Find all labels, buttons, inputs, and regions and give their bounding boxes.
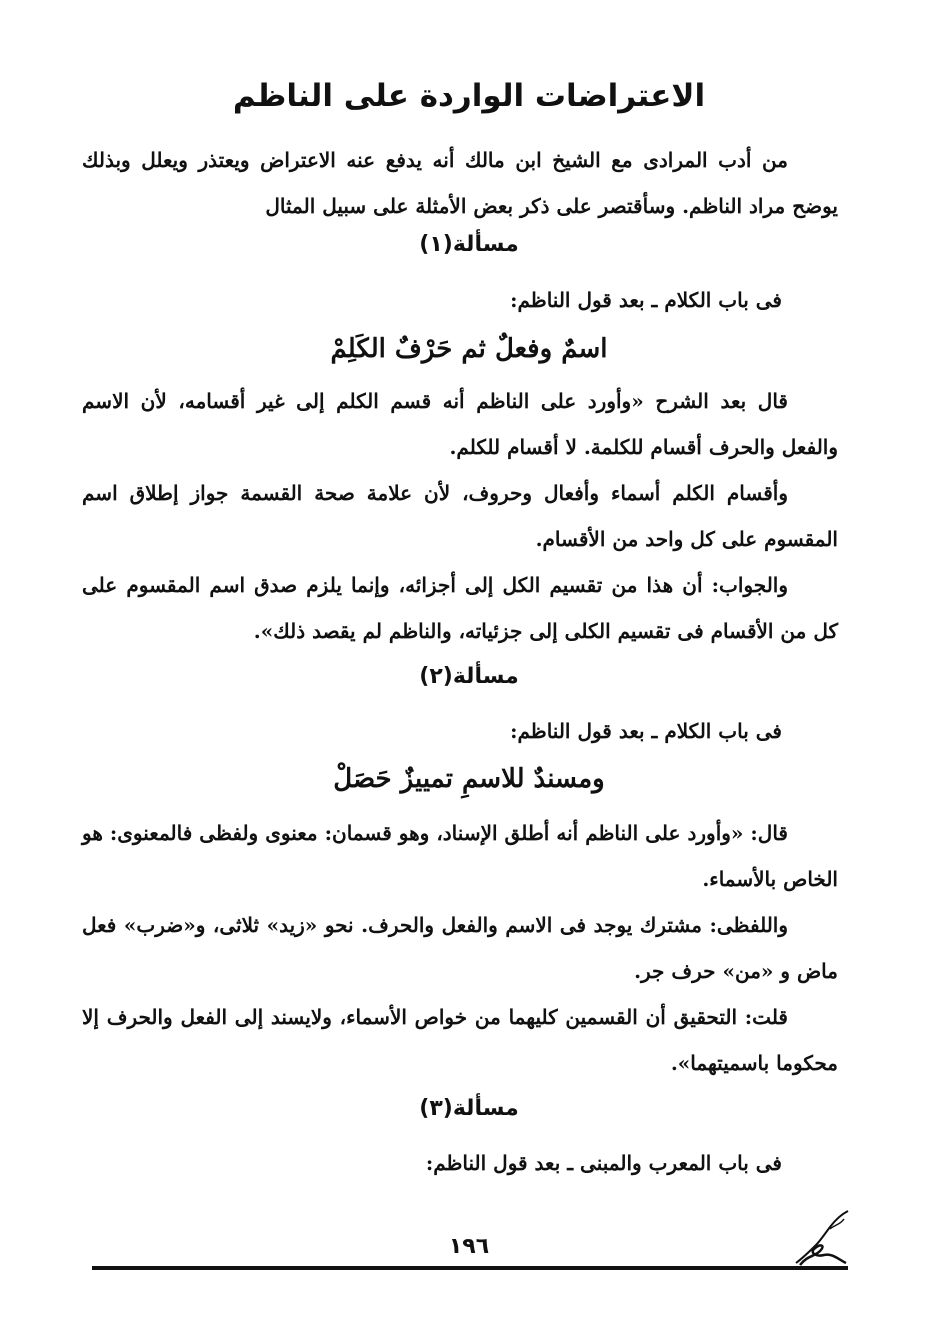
masala-2-paragraph-2: واللفظى: مشترك يوجد فى الاسم والفعل والحرف. نحو «زيد» ثلاثى، و«ضرب» فعل ماض و «من» حرف جر. bbox=[82, 913, 838, 983]
footer-rule bbox=[92, 1266, 848, 1270]
masala-3-heading: مسألة(٣) bbox=[419, 1096, 519, 1121]
masala-1-paragraph-3: والجواب: أن هذا من تقسيم الكل إلى أجزائه، وإنما يلزم صدق اسم المقسوم على كل من الأقسام فى تقسيم الكلى إلى جزئياته، والناظم لم يقصد ذلك». bbox=[82, 573, 838, 643]
page-title: الاعتراضات الواردة على الناظم bbox=[232, 78, 706, 114]
pen-flourish-icon bbox=[790, 1205, 854, 1269]
masala-1-verse: اسمٌ وفعلٌ ثم حَرْفٌ الكَلِمْ bbox=[330, 334, 608, 364]
page-number: ١٩٦ bbox=[448, 1234, 490, 1259]
masala-1-paragraph-2: وأقسام الكلم أسماء وأفعال وحروف، لأن علامة صحة القسمة جواز إطلاق اسم المقسوم على كل واحد من الأقسام. bbox=[82, 481, 838, 551]
masala-2-paragraph-1: قال: «وأورد على الناظم أنه أطلق الإسناد، وهو قسمان: معنوى ولفظى فالمعنوى: هو الخاص بالأسماء. bbox=[82, 821, 838, 891]
masala-2-heading: مسألة(٢) bbox=[419, 664, 519, 689]
masala-1-paragraph-1: قال بعد الشرح «وأورد على الناظم أنه قسم الكلم إلى غير أقسامه، لأن الاسم والفعل والحرف أقسام للكلمة. لا أقسام للكلم. bbox=[82, 389, 838, 459]
masala-2-intro: فى باب الكلام ـ بعد قول الناظم: bbox=[510, 719, 782, 743]
masala-2-verse: ومسندٌ للاسمِ تمييزٌ حَصَلْ bbox=[333, 764, 605, 794]
masala-1-heading: مسألة(١) bbox=[419, 232, 519, 257]
intro-paragraph: من أدب المرادى مع الشيخ ابن مالك أنه يدفع عنه الاعتراض ويعتذر ويعلل وبذلك يوضح مراد الناظم. وسأقتصر على ذكر بعض الأمثلة على سبيل المثال bbox=[82, 148, 838, 218]
masala-2-paragraph-3: قلت: التحقيق أن القسمين كليهما من خواص الأسماء، ولايسند إلى الفعل والحرف إلا محكوما باسميتهما». bbox=[82, 1005, 838, 1075]
masala-1-intro: فى باب الكلام ـ بعد قول الناظم: bbox=[510, 288, 782, 312]
masala-3-intro: فى باب المعرب والمبنى ـ بعد قول الناظم: bbox=[425, 1151, 782, 1175]
